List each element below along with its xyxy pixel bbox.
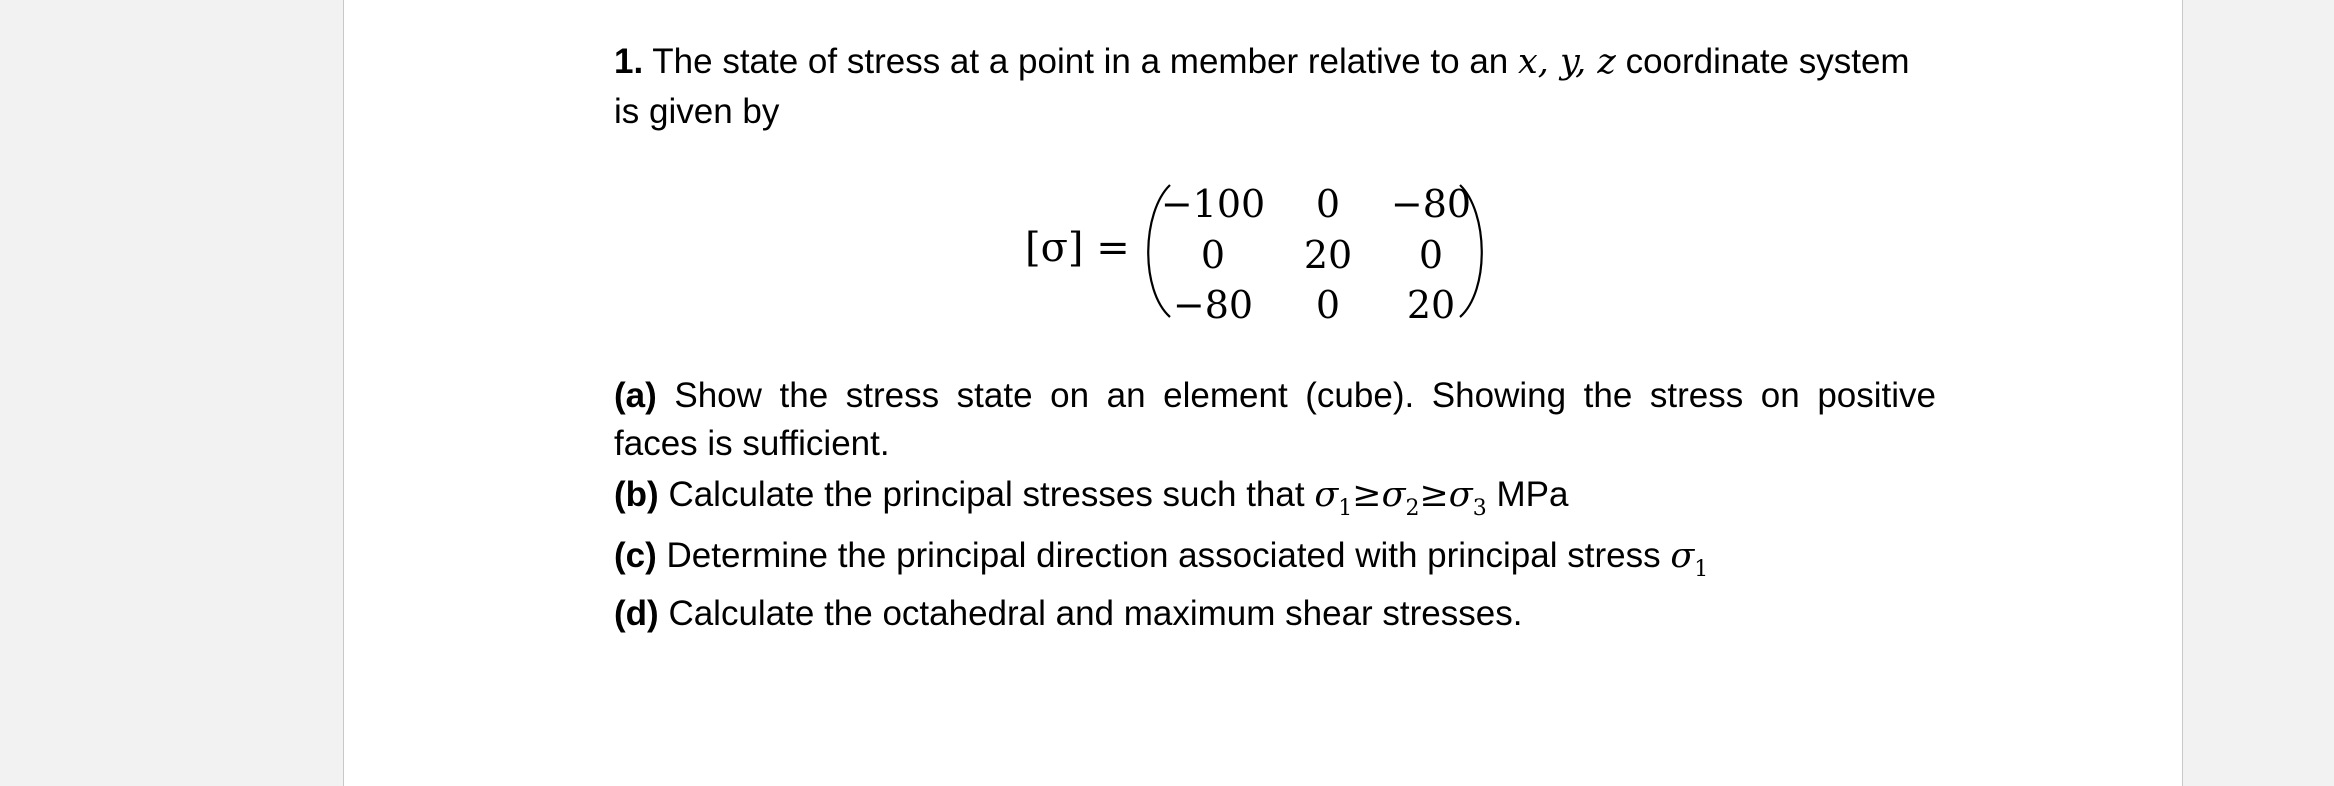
sigma-1-symbol: $\sigma_1$ <box>1314 475 1353 521</box>
part-c <box>614 536 1709 582</box>
part-d-text: Calculate the octahedral and maximum shear stresses. <box>668 594 1523 633</box>
part-a-line-2: faces is sufficient. <box>614 424 890 463</box>
problem-intro-text-end: coordinate system <box>1625 42 1910 81</box>
matrix-cell: −80 <box>1172 283 1254 327</box>
part-d-label: (d) <box>614 594 659 633</box>
matrix-cell: 20 <box>1406 283 1456 327</box>
geq-symbol: ≥ <box>1419 475 1449 515</box>
matrix-cell: 20 <box>1303 233 1353 277</box>
matrix-cell: 0 <box>1200 233 1226 277</box>
matrix-cell: 0 <box>1418 233 1444 277</box>
part-d <box>614 596 1522 631</box>
problem-intro-text: The state of stress at a point in a member relative to an <box>652 42 1509 81</box>
stress-tensor-lhs: [σ] = <box>1025 225 1130 271</box>
part-c-text: Determine the principal direction associated with principal stress <box>666 536 1661 575</box>
part-c-label: (c) <box>614 536 657 575</box>
problem-statement-line-1 <box>614 44 1910 80</box>
part-a-line-1 <box>614 378 1936 413</box>
sigma-1-symbol: $\sigma_1$ <box>1670 536 1709 582</box>
part-b-label: (b) <box>614 475 659 514</box>
part-a-text: Show the stress state on an element (cube). Showing the stress on positive <box>674 376 1936 415</box>
coordinate-variables: x, y, z <box>1518 42 1616 82</box>
document-page <box>343 0 2183 786</box>
unit-label: MPa <box>1496 475 1569 514</box>
part-b-text: Calculate the principal stresses such that <box>668 475 1305 514</box>
part-a-label: (a) <box>614 376 657 415</box>
part-b <box>614 475 1569 521</box>
problem-number: 1. <box>614 42 644 81</box>
geq-symbol: ≥ <box>1352 475 1382 515</box>
matrix-cell: 0 <box>1315 182 1341 226</box>
matrix-cell: −80 <box>1390 182 1472 226</box>
matrix-cell: −100 <box>1160 182 1266 226</box>
matrix-cell: 0 <box>1315 283 1341 327</box>
sigma-3-symbol: $\sigma_3$ <box>1448 475 1487 521</box>
problem-statement-line-2: is given by <box>614 92 780 131</box>
sigma-2-symbol: $\sigma_2$ <box>1381 475 1420 521</box>
